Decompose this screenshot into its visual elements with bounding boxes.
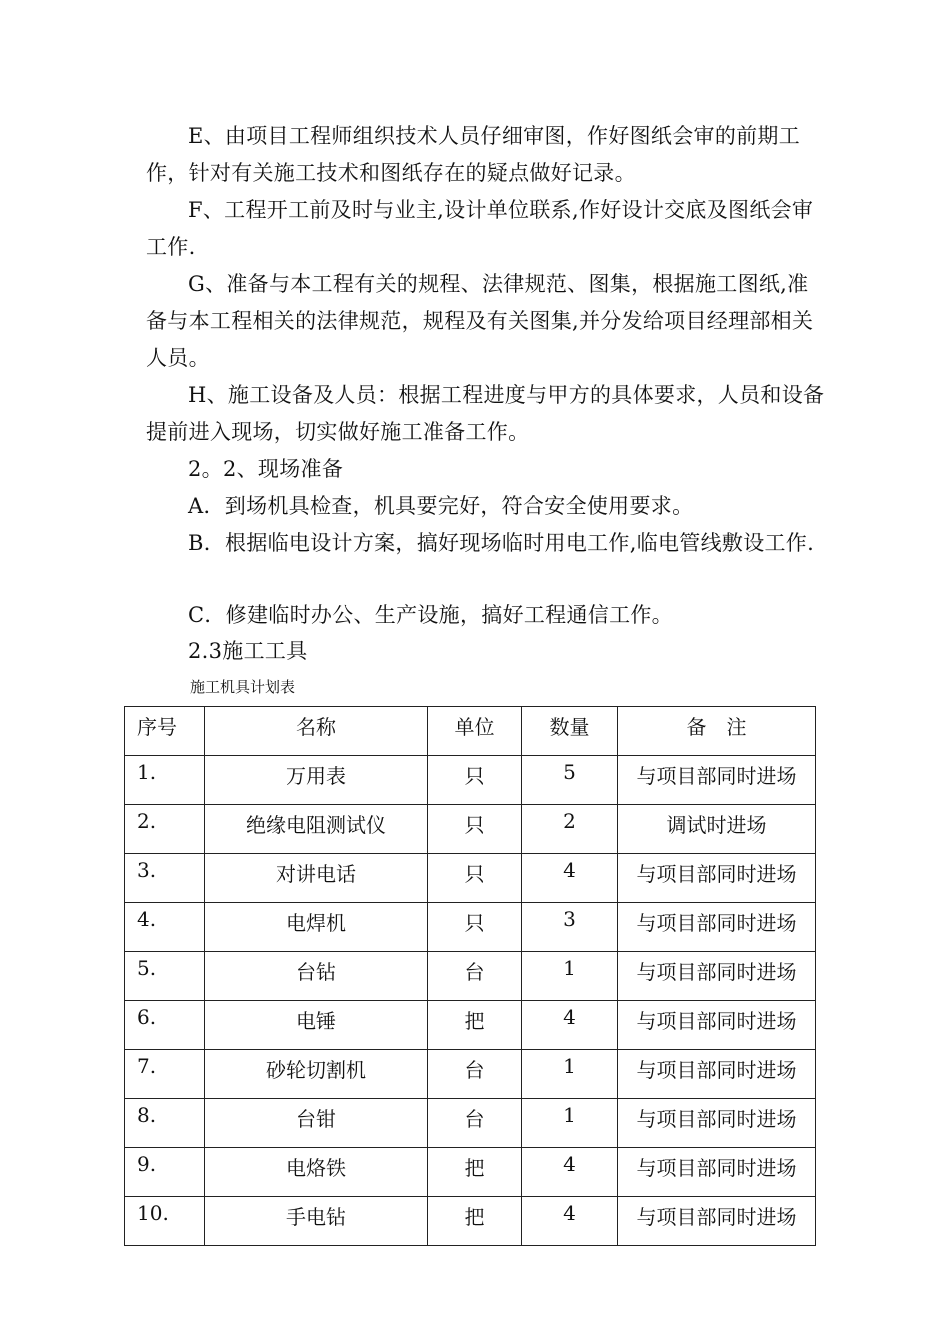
cell-unit: 把 (428, 1001, 522, 1050)
cell-qty: 1 (522, 952, 618, 1001)
cell-unit: 台 (428, 1050, 522, 1099)
paragraph-c: C．修建临时办公、生产设施，搞好工程通信工作。 (188, 603, 673, 627)
paragraph-b: B．根据临电设计方案，搞好现场临时用电工作,临电管线敷设工作. (188, 531, 815, 555)
paragraph-f: F、工程开工前及时与业主,设计单位联系,作好设计交底及图纸会审工作. (146, 198, 814, 259)
cell-no: 3. (125, 854, 205, 903)
cell-no: 9. (125, 1148, 205, 1197)
table-row (125, 1197, 816, 1246)
cell-name: 台钳 (205, 1099, 428, 1148)
cell-qty: 1 (522, 1050, 618, 1099)
cell-note: 与项目部同时进场 (618, 952, 816, 1001)
header-no: 序号 (125, 707, 205, 756)
cell-no: 8. (125, 1099, 205, 1148)
cell-note: 与项目部同时进场 (618, 1050, 816, 1099)
cell-qty: 2 (522, 805, 618, 854)
table-row (125, 1148, 816, 1197)
section-heading-2-2: 2。2、现场准备 (188, 457, 344, 481)
header-note: 备 注 (618, 707, 816, 756)
cell-qty: 1 (522, 1099, 618, 1148)
paragraph-g: G、准备与本工程有关的规程、法律规范、图集，根据施工图纸,准备与本工程相关的法律规范，规程及有关图集,并分发给项目经理部相关人员。 (146, 272, 814, 370)
cell-qty: 5 (522, 756, 618, 805)
table-row (125, 952, 816, 1001)
cell-no: 2. (125, 805, 205, 854)
cell-qty: 4 (522, 854, 618, 903)
cell-name: 万用表 (205, 756, 428, 805)
cell-no: 10. (125, 1197, 205, 1246)
cell-name: 砂轮切割机 (205, 1050, 428, 1099)
header-qty: 数量 (522, 707, 618, 756)
cell-unit: 把 (428, 1148, 522, 1197)
paragraph-a: A．到场机具检查，机具要完好，符合安全使用要求。 (188, 494, 694, 518)
cell-note: 与项目部同时进场 (618, 1001, 816, 1050)
table-row (125, 1001, 816, 1050)
paragraph-e: E、由项目工程师组织技术人员仔细审图，作好图纸会审的前期工作，针对有关施工技术和图纸存在的疑点做好记录。 (146, 124, 801, 185)
cell-no: 6. (125, 1001, 205, 1050)
cell-no: 7. (125, 1050, 205, 1099)
tools-table (124, 706, 816, 1246)
cell-name: 电烙铁 (205, 1148, 428, 1197)
cell-qty: 4 (522, 1001, 618, 1050)
cell-name: 电锤 (205, 1001, 428, 1050)
cell-no: 4. (125, 903, 205, 952)
cell-qty: 4 (522, 1197, 618, 1246)
cell-note: 与项目部同时进场 (618, 903, 816, 952)
cell-name: 绝缘电阻测试仪 (205, 805, 428, 854)
cell-unit: 把 (428, 1197, 522, 1246)
cell-unit: 只 (428, 756, 522, 805)
table-row (125, 854, 816, 903)
section-heading-2-3: 2.3施工工具 (188, 639, 308, 663)
cell-note: 与项目部同时进场 (618, 1148, 816, 1197)
table-header-row (125, 707, 816, 756)
cell-note: 与项目部同时进场 (618, 1099, 816, 1148)
cell-no: 5. (125, 952, 205, 1001)
cell-name: 手电钻 (205, 1197, 428, 1246)
cell-qty: 4 (522, 1148, 618, 1197)
table-row (125, 805, 816, 854)
cell-unit: 只 (428, 854, 522, 903)
cell-note: 与项目部同时进场 (618, 854, 816, 903)
cell-name: 台钻 (205, 952, 428, 1001)
table-row (125, 1050, 816, 1099)
cell-unit: 只 (428, 903, 522, 952)
cell-note: 与项目部同时进场 (618, 756, 816, 805)
cell-unit: 台 (428, 1099, 522, 1148)
table-row (125, 1099, 816, 1148)
cell-unit: 台 (428, 952, 522, 1001)
cell-unit: 只 (428, 805, 522, 854)
table-row (125, 756, 816, 805)
paragraph-h: H、施工设备及人员：根据工程进度与甲方的具体要求，人员和设备提前进入现场，切实做好施工准备工作。 (146, 383, 825, 444)
table-row (125, 903, 816, 952)
table-caption: 施工机具计划表 (190, 678, 296, 696)
cell-name: 电焊机 (205, 903, 428, 952)
cell-qty: 3 (522, 903, 618, 952)
cell-note: 与项目部同时进场 (618, 1197, 816, 1246)
cell-note: 调试时进场 (618, 805, 816, 854)
cell-name: 对讲电话 (205, 854, 428, 903)
header-unit: 单位 (428, 707, 522, 756)
cell-no: 1. (125, 756, 205, 805)
header-name: 名称 (205, 707, 428, 756)
